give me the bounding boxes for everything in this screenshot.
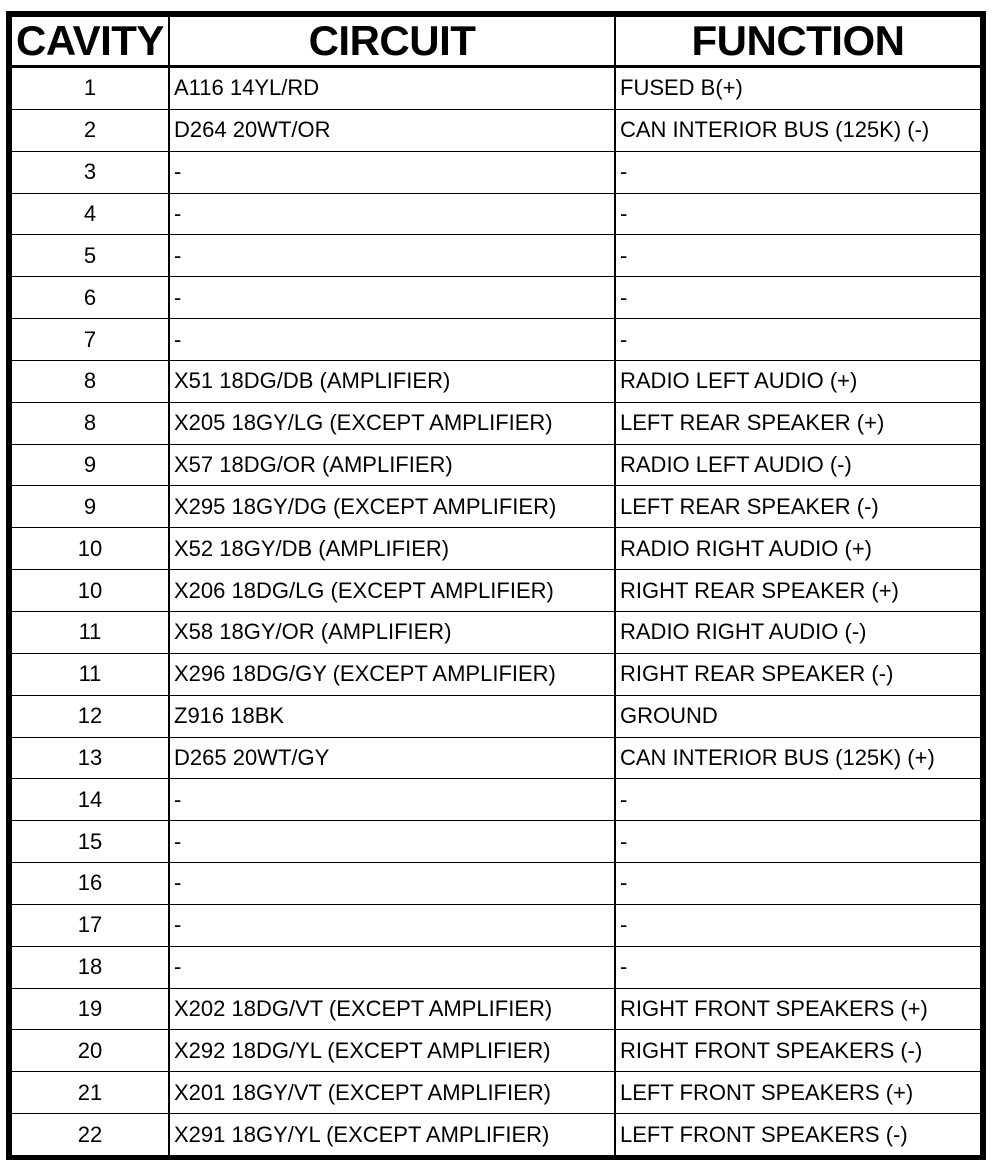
circuit-cell: - bbox=[169, 779, 615, 821]
header-row bbox=[11, 16, 981, 67]
cavity-cell: 10 bbox=[11, 528, 169, 570]
function-cell: - bbox=[615, 319, 981, 361]
function-cell: RADIO RIGHT AUDIO (-) bbox=[615, 611, 981, 653]
circuit-cell: X296 18DG/GY (EXCEPT AMPLIFIER) bbox=[169, 653, 615, 695]
function-cell: LEFT FRONT SPEAKERS (+) bbox=[615, 1072, 981, 1114]
circuit-cell: X57 18DG/OR (AMPLIFIER) bbox=[169, 444, 615, 486]
function-cell: CAN INTERIOR BUS (125K) (+) bbox=[615, 737, 981, 779]
cavity-cell: 11 bbox=[11, 653, 169, 695]
header-circuit: CIRCUIT bbox=[169, 16, 615, 67]
cavity-cell: 19 bbox=[11, 988, 169, 1030]
table-row bbox=[11, 1114, 981, 1156]
circuit-cell: - bbox=[169, 821, 615, 863]
connector-pinout-table bbox=[10, 15, 982, 1156]
function-cell: - bbox=[615, 193, 981, 235]
circuit-cell: D264 20WT/OR bbox=[169, 109, 615, 151]
table-row bbox=[11, 779, 981, 821]
circuit-cell: X58 18GY/OR (AMPLIFIER) bbox=[169, 611, 615, 653]
table-row bbox=[11, 402, 981, 444]
cavity-cell: 12 bbox=[11, 695, 169, 737]
function-cell: - bbox=[615, 946, 981, 988]
table-row bbox=[11, 528, 981, 570]
function-cell: RIGHT FRONT SPEAKERS (-) bbox=[615, 1030, 981, 1072]
cavity-cell: 11 bbox=[11, 611, 169, 653]
table-row bbox=[11, 151, 981, 193]
function-cell: - bbox=[615, 151, 981, 193]
circuit-cell: X52 18GY/DB (AMPLIFIER) bbox=[169, 528, 615, 570]
cavity-cell: 15 bbox=[11, 821, 169, 863]
table-row bbox=[11, 863, 981, 905]
function-cell: RIGHT REAR SPEAKER (-) bbox=[615, 653, 981, 695]
circuit-cell: X206 18DG/LG (EXCEPT AMPLIFIER) bbox=[169, 570, 615, 612]
circuit-cell: - bbox=[169, 904, 615, 946]
function-cell: - bbox=[615, 863, 981, 905]
circuit-cell: D265 20WT/GY bbox=[169, 737, 615, 779]
function-cell: RADIO LEFT AUDIO (+) bbox=[615, 360, 981, 402]
circuit-cell: - bbox=[169, 863, 615, 905]
function-cell: - bbox=[615, 821, 981, 863]
function-cell: FUSED B(+) bbox=[615, 67, 981, 110]
table-row bbox=[11, 570, 981, 612]
function-cell: CAN INTERIOR BUS (125K) (-) bbox=[615, 109, 981, 151]
function-cell: RADIO RIGHT AUDIO (+) bbox=[615, 528, 981, 570]
cavity-cell: 8 bbox=[11, 402, 169, 444]
table-row bbox=[11, 904, 981, 946]
circuit-cell: - bbox=[169, 235, 615, 277]
cavity-cell: 17 bbox=[11, 904, 169, 946]
function-cell: GROUND bbox=[615, 695, 981, 737]
circuit-cell: A116 14YL/RD bbox=[169, 67, 615, 110]
circuit-cell: X51 18DG/DB (AMPLIFIER) bbox=[169, 360, 615, 402]
circuit-cell: X292 18DG/YL (EXCEPT AMPLIFIER) bbox=[169, 1030, 615, 1072]
table-row bbox=[11, 444, 981, 486]
circuit-cell: X291 18GY/YL (EXCEPT AMPLIFIER) bbox=[169, 1114, 615, 1156]
table-row bbox=[11, 360, 981, 402]
table-row bbox=[11, 486, 981, 528]
circuit-cell: X202 18DG/VT (EXCEPT AMPLIFIER) bbox=[169, 988, 615, 1030]
circuit-cell: Z916 18BK bbox=[169, 695, 615, 737]
circuit-cell: - bbox=[169, 946, 615, 988]
function-cell: RIGHT FRONT SPEAKERS (+) bbox=[615, 988, 981, 1030]
circuit-cell: X205 18GY/LG (EXCEPT AMPLIFIER) bbox=[169, 402, 615, 444]
cavity-cell: 10 bbox=[11, 570, 169, 612]
table-row bbox=[11, 821, 981, 863]
table-row bbox=[11, 653, 981, 695]
cavity-cell: 13 bbox=[11, 737, 169, 779]
cavity-cell: 4 bbox=[11, 193, 169, 235]
table-row bbox=[11, 235, 981, 277]
cavity-cell: 5 bbox=[11, 235, 169, 277]
table-row bbox=[11, 1030, 981, 1072]
cavity-cell: 7 bbox=[11, 319, 169, 361]
cavity-cell: 14 bbox=[11, 779, 169, 821]
function-cell: - bbox=[615, 779, 981, 821]
table-row bbox=[11, 695, 981, 737]
function-cell: LEFT REAR SPEAKER (-) bbox=[615, 486, 981, 528]
function-cell: - bbox=[615, 904, 981, 946]
cavity-cell: 6 bbox=[11, 277, 169, 319]
connector-pinout-table-frame bbox=[6, 11, 986, 1160]
cavity-cell: 1 bbox=[11, 67, 169, 110]
table-row bbox=[11, 193, 981, 235]
circuit-cell: - bbox=[169, 151, 615, 193]
cavity-cell: 21 bbox=[11, 1072, 169, 1114]
cavity-cell: 8 bbox=[11, 360, 169, 402]
cavity-cell: 16 bbox=[11, 863, 169, 905]
table-row bbox=[11, 1072, 981, 1114]
circuit-cell: - bbox=[169, 193, 615, 235]
table-row bbox=[11, 109, 981, 151]
cavity-cell: 20 bbox=[11, 1030, 169, 1072]
table-row bbox=[11, 67, 981, 110]
cavity-cell: 9 bbox=[11, 486, 169, 528]
circuit-cell: X295 18GY/DG (EXCEPT AMPLIFIER) bbox=[169, 486, 615, 528]
cavity-cell: 9 bbox=[11, 444, 169, 486]
function-cell: - bbox=[615, 235, 981, 277]
table-row bbox=[11, 737, 981, 779]
function-cell: LEFT REAR SPEAKER (+) bbox=[615, 402, 981, 444]
function-cell: - bbox=[615, 277, 981, 319]
cavity-cell: 2 bbox=[11, 109, 169, 151]
function-cell: RADIO LEFT AUDIO (-) bbox=[615, 444, 981, 486]
circuit-cell: - bbox=[169, 319, 615, 361]
header-cavity: CAVITY bbox=[11, 16, 169, 67]
circuit-cell: - bbox=[169, 277, 615, 319]
function-cell: RIGHT REAR SPEAKER (+) bbox=[615, 570, 981, 612]
function-cell: LEFT FRONT SPEAKERS (-) bbox=[615, 1114, 981, 1156]
table-row bbox=[11, 277, 981, 319]
header-function: FUNCTION bbox=[615, 16, 981, 67]
cavity-cell: 3 bbox=[11, 151, 169, 193]
cavity-cell: 22 bbox=[11, 1114, 169, 1156]
table-row bbox=[11, 988, 981, 1030]
table-row bbox=[11, 319, 981, 361]
cavity-cell: 18 bbox=[11, 946, 169, 988]
table-row bbox=[11, 611, 981, 653]
table-row bbox=[11, 946, 981, 988]
circuit-cell: X201 18GY/VT (EXCEPT AMPLIFIER) bbox=[169, 1072, 615, 1114]
